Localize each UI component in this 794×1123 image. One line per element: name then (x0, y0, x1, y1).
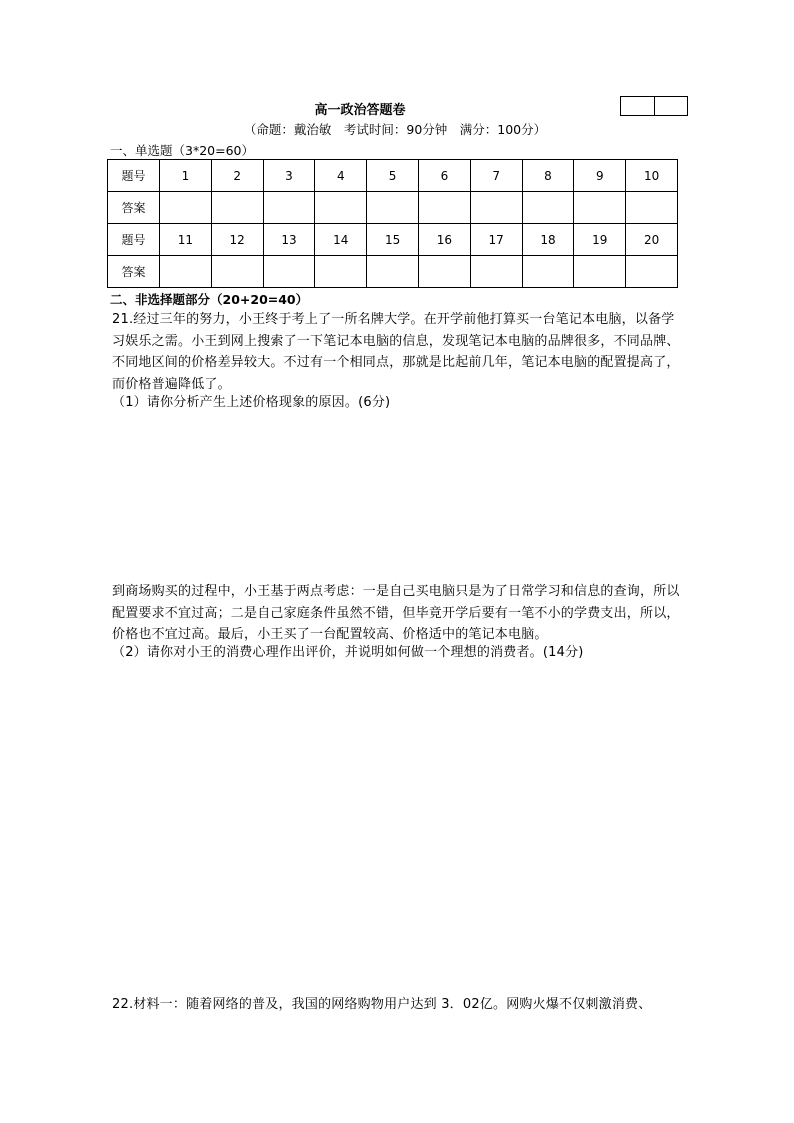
question-22-material: 22.材料一：随着网络的普及，我国的网络购物用户达到 3．02亿。网购火爆不仅刺激消费、 (112, 997, 652, 1012)
answer-cell[interactable] (367, 192, 419, 224)
question-number: 1 (160, 160, 212, 192)
answer-cell[interactable] (263, 192, 315, 224)
row-label: 题号 (108, 160, 160, 192)
row-label: 题号 (108, 224, 160, 256)
question-number: 19 (574, 224, 626, 256)
answer-cell[interactable] (160, 256, 212, 288)
question-number: 5 (367, 160, 419, 192)
answer-cell[interactable] (470, 192, 522, 224)
question-number: 20 (626, 224, 678, 256)
table-row-numbers-1 (108, 160, 678, 192)
score-box-cell (654, 97, 688, 115)
answer-cell[interactable] (470, 256, 522, 288)
question-number: 4 (315, 160, 367, 192)
answer-cell[interactable] (211, 256, 263, 288)
question-number: 18 (522, 224, 574, 256)
answer-cell[interactable] (626, 256, 678, 288)
table-row-answers-1 (108, 192, 678, 224)
question-number: 10 (626, 160, 678, 192)
question-number: 2 (211, 160, 263, 192)
answer-cell[interactable] (418, 192, 470, 224)
answer-cell[interactable] (367, 256, 419, 288)
table-row-answers-2 (108, 256, 678, 288)
question-number: 6 (418, 160, 470, 192)
question-21-part-2: （2）请你对小王的消费心理作出评价，并说明如何做一个理想的消费者。(14分) (112, 645, 584, 660)
page-title: 高一政治答题卷 (314, 103, 406, 118)
answer-cell[interactable] (522, 192, 574, 224)
question-number: 15 (367, 224, 419, 256)
row-label: 答案 (108, 192, 160, 224)
answer-cell[interactable] (315, 256, 367, 288)
question-number: 9 (574, 160, 626, 192)
question-21-material-2: 到商场购买的过程中，小王基于两点考虑：一是自己买电脑只是为了日常学习和信息的查询，所以配置要求不宜过高；二是自己家庭条件虽然不错，但毕竟开学后要有一笔不小的学费支出，所以，价格也不宜过高。最后，小王买了一台配置较高、价格适中的笔记本电脑。 (112, 584, 680, 642)
score-box (620, 96, 688, 116)
question-number: 17 (470, 224, 522, 256)
section-1-heading: 一、单选题（3*20=60） (110, 143, 254, 158)
answer-cell[interactable] (522, 256, 574, 288)
question-number: 3 (263, 160, 315, 192)
question-number: 13 (263, 224, 315, 256)
answer-cell[interactable] (626, 192, 678, 224)
answer-cell[interactable] (160, 192, 212, 224)
question-number: 16 (418, 224, 470, 256)
answer-table (107, 159, 678, 288)
answer-cell[interactable] (263, 256, 315, 288)
question-number: 14 (315, 224, 367, 256)
exam-info: （命题：戴治敏 考试时间：90分钟 满分：100分） (243, 122, 547, 137)
question-21-material: 21.经过三年的努力，小王终于考上了一所名牌大学。在开学前他打算买一台笔记本电脑，以备学习娱乐之需。小王到网上搜索了一下笔记本电脑的信息，发现笔记本电脑的品牌很多，不同品牌、不同地区间的价格差异较大。不过有一个相同点，那就是比起前几年，笔记本电脑的配置提高了，而价格普遍降低了。 (112, 312, 680, 392)
question-21-part-1: （1）请你分析产生上述价格现象的原因。(6分) (112, 395, 391, 410)
answer-cell[interactable] (211, 192, 263, 224)
answer-cell[interactable] (574, 192, 626, 224)
score-box-cell (621, 97, 654, 115)
question-number: 12 (211, 224, 263, 256)
question-number: 8 (522, 160, 574, 192)
answer-cell[interactable] (315, 192, 367, 224)
table-row-numbers-2 (108, 224, 678, 256)
section-2-heading: 二、非选择题部分（20+20=40） (110, 292, 309, 307)
answer-cell[interactable] (574, 256, 626, 288)
question-number: 11 (160, 224, 212, 256)
row-label: 答案 (108, 256, 160, 288)
question-number: 7 (470, 160, 522, 192)
answer-cell[interactable] (418, 256, 470, 288)
